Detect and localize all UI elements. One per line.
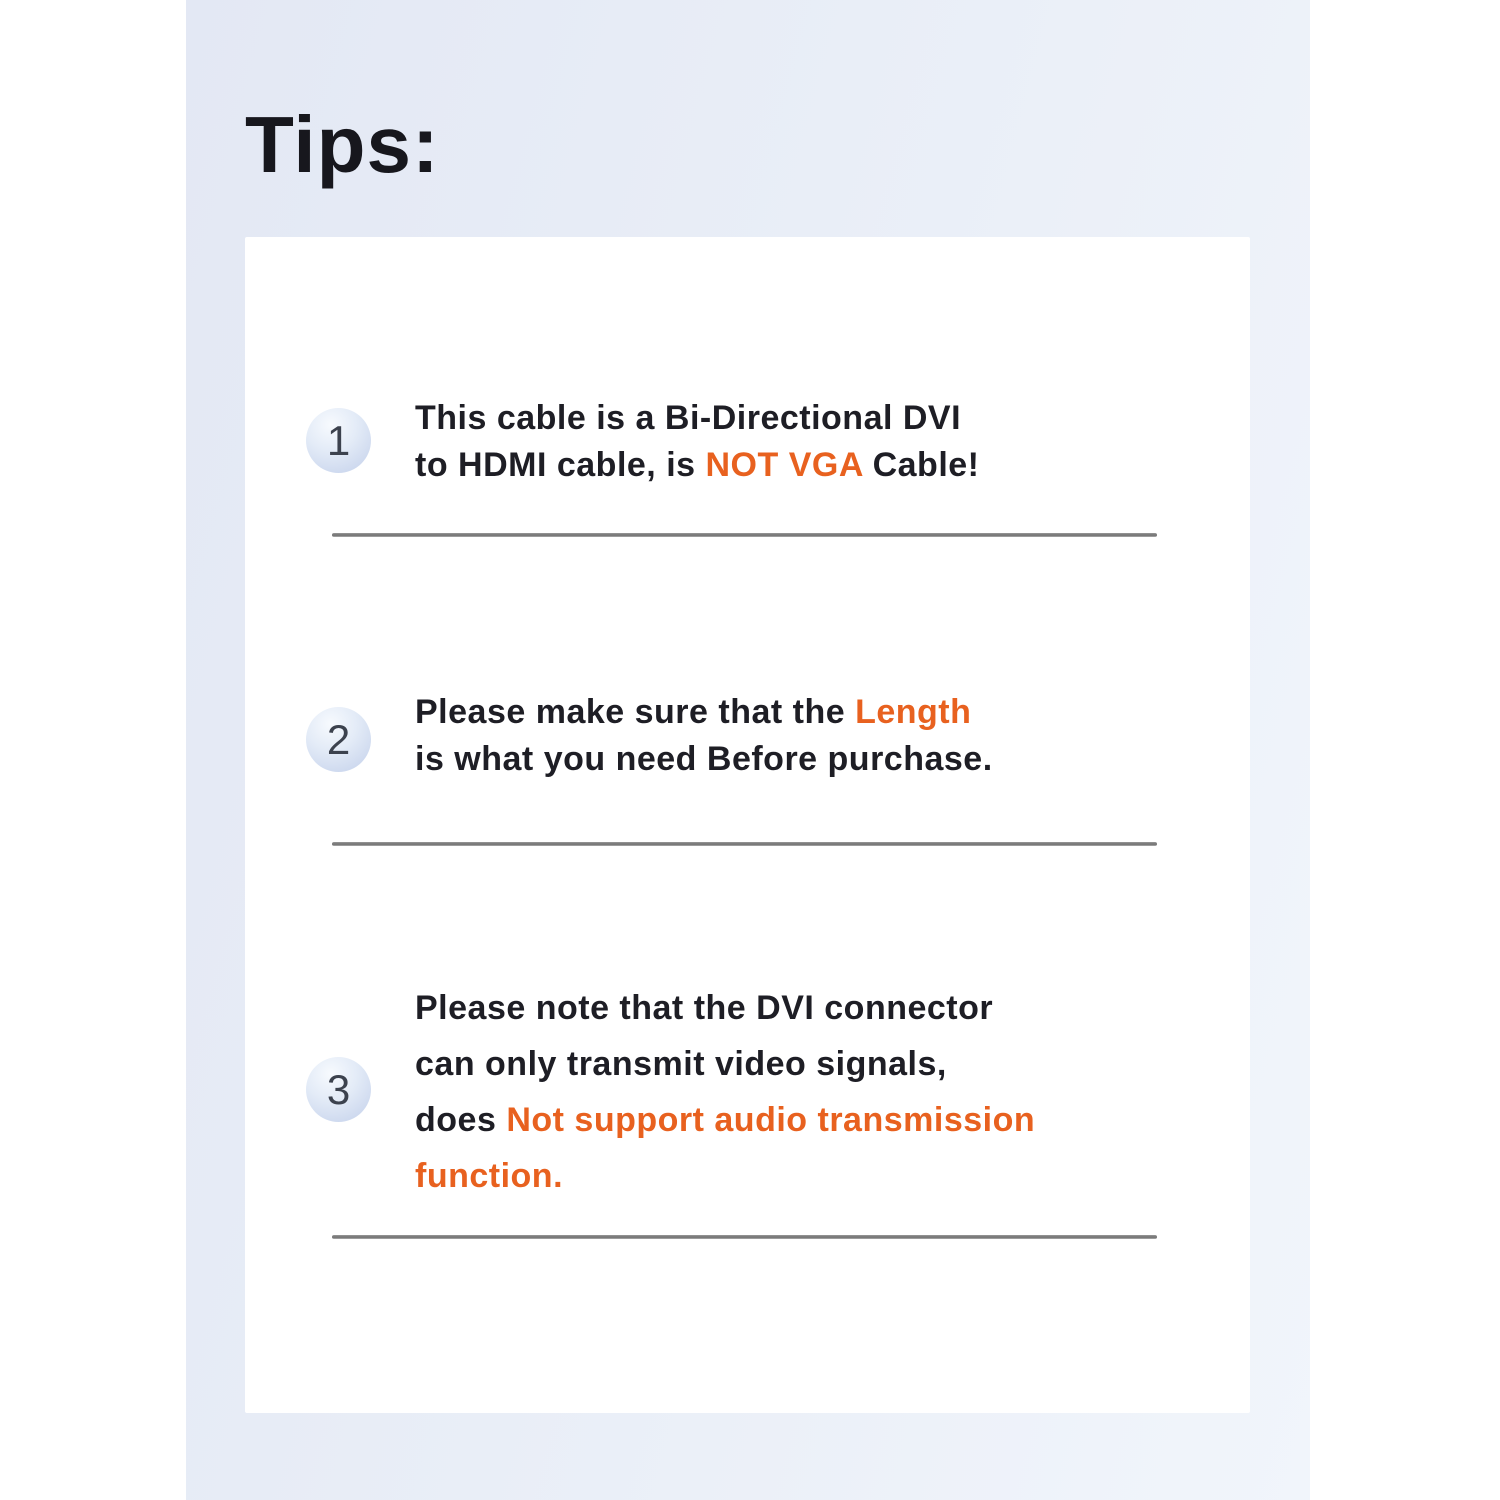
text-segment-highlight: function. <box>415 1157 564 1195</box>
page-background <box>186 0 1310 1500</box>
text-segment: Please note that the DVI connector <box>415 989 994 1027</box>
tip-3-line-3 <box>415 1092 1215 1148</box>
tip-number-badge-2: 2 <box>306 707 371 772</box>
page-title: Tips: <box>245 100 440 189</box>
text-segment: Please make sure that the <box>415 693 856 731</box>
text-segment: can only transmit video signals, <box>415 1045 947 1083</box>
text-segment: does <box>415 1101 507 1139</box>
tip-number-badge-1: 1 <box>306 408 371 473</box>
tip-1-line-1 <box>415 395 1215 442</box>
tip-3-line-2 <box>415 1036 1215 1092</box>
tip-3-line-1 <box>415 980 1215 1036</box>
divider <box>332 842 1157 846</box>
text-segment: Cable! <box>862 446 980 484</box>
tip-text-2 <box>415 689 1215 783</box>
tips-card <box>245 237 1250 1413</box>
text-segment-highlight: NOT VGA <box>705 446 863 484</box>
tip-text-1 <box>415 395 1215 489</box>
tip-2-line-2 <box>415 736 1215 783</box>
tip-text-3 <box>415 980 1215 1204</box>
text-segment-highlight: Length <box>855 693 972 731</box>
tip-1-line-2 <box>415 442 1215 489</box>
text-segment: is what you need Before purchase. <box>415 740 993 778</box>
divider <box>332 1235 1157 1239</box>
text-segment: to HDMI cable, is <box>415 446 706 484</box>
text-segment: This cable is a Bi-Directional DVI <box>415 399 962 437</box>
tip-number-badge-3: 3 <box>306 1057 371 1122</box>
tip-3-line-4 <box>415 1148 1215 1204</box>
text-segment-highlight: Not support audio transmission <box>506 1101 1036 1139</box>
divider <box>332 533 1157 537</box>
tip-2-line-1 <box>415 689 1215 736</box>
